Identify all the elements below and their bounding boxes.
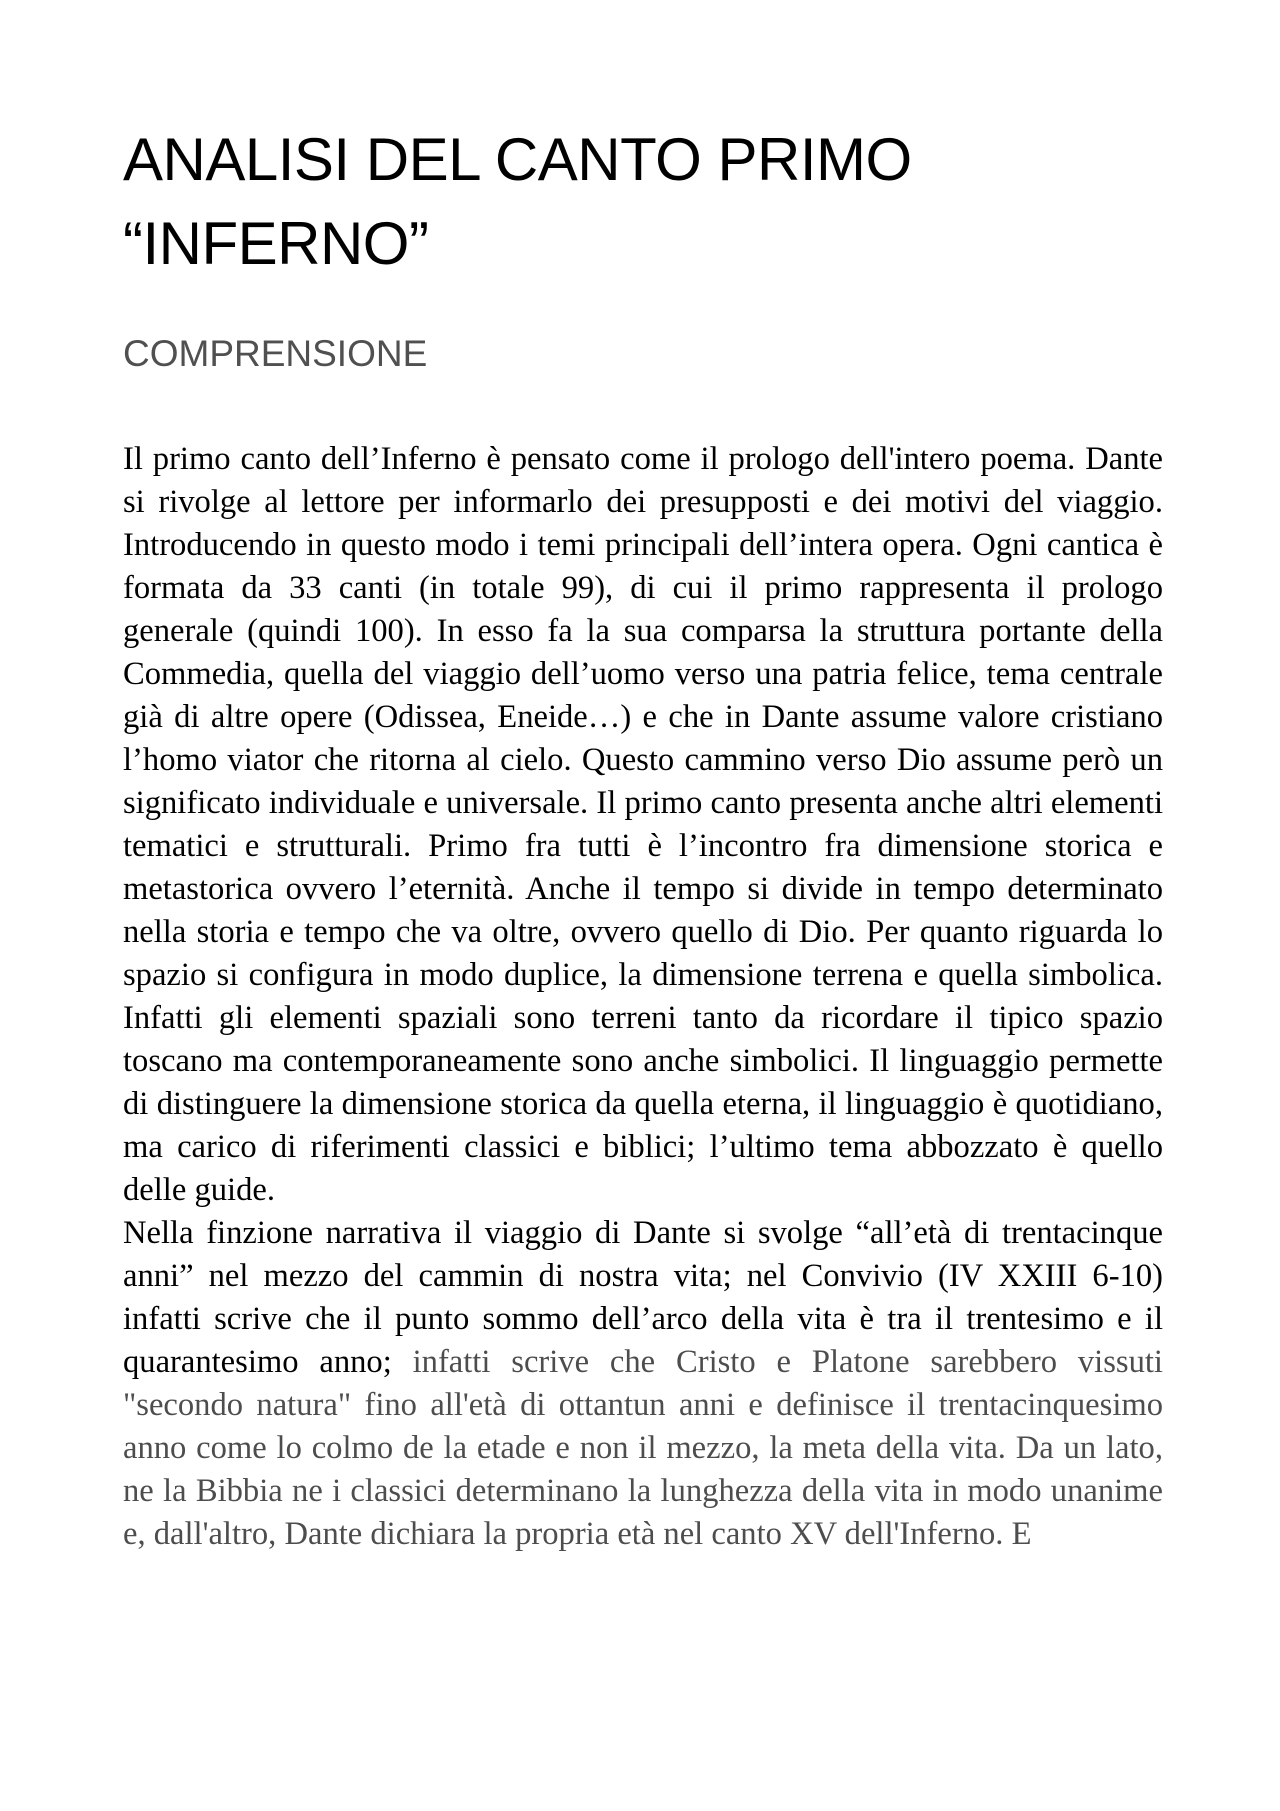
paragraph-2-part-1: Nella finzione narrativa il viaggio di Dante si svolge “all’età di trentacinque anni” nel mezzo del cammin di nostra vita; nel Convivio (IV XXIII 6-10) infatti scrive che il punto sommo dell’arco della vita è tra il trentesimo e il quarantesimo anno; [123, 1215, 1163, 1380]
paragraph-1: Il primo canto dell’Inferno è pensato come il prologo dell'intero poema. Dante si rivolge al lettore per informarlo dei presupposti e dei motivi del viaggio. Introducendo in questo modo i temi principali dell’intera opera. Ogni cantica è formata da 33 canti (in totale 99), di cui il primo rappresenta il prologo generale (quindi 100). In esso fa la sua comparsa la struttura portante della Commedia, quella del viaggio dell’uomo verso una patria felice, tema centrale già di altre opere (Odissea, Eneide…) e che in Dante assume valore cristiano l’homo viator che ritorna al cielo. Questo cammino verso Dio assume però un significato individuale e universale. Il primo canto presenta anche altri elementi tematici e strutturali. Primo fra tutti è l’incontro fra dimensione storica e metastorica ovvero l’eternità. Anche il tempo si divide in tempo determinato nella storia e tempo che va oltre, ovvero quello di Dio. Per quanto riguarda lo spazio si configura in modo duplice, la dimensione terrena e quella simbolica. Infatti gli elementi spaziali sono terreni tanto da ricordare il tipico spazio toscano ma contemporaneamente sono anche simbolici. Il linguaggio permette di distinguere la dimensione storica da quella eterna, il linguaggio è quotidiano, ma carico di riferimenti classici e biblici; l’ultimo tema abbozzato è quello delle guide. [123, 441, 1163, 1208]
body-text [123, 438, 1163, 1556]
title-line-2: “INFERNO” [123, 210, 429, 277]
paragraph-2 [123, 1212, 1163, 1556]
paragraph-2-quoted-part: infatti scrive che Cristo e Platone sarebbero vissuti "secondo natura" fino all'età di ottantun anni e definisce il trentacinquesimo anno come lo colmo de la etade e non il mezzo, la meta della vita. Da un lato, ne la Bibbia ne i classici determinano la lunghezza della vita in modo unanime e, dall'altro, Dante dichiara la propria età nel canto XV dell'Inferno. E [123, 1344, 1163, 1552]
section-heading: COMPRENSIONE [123, 333, 428, 374]
title-line-1: ANALISI DEL CANTO PRIMO [123, 126, 912, 193]
page-title [123, 118, 1173, 286]
